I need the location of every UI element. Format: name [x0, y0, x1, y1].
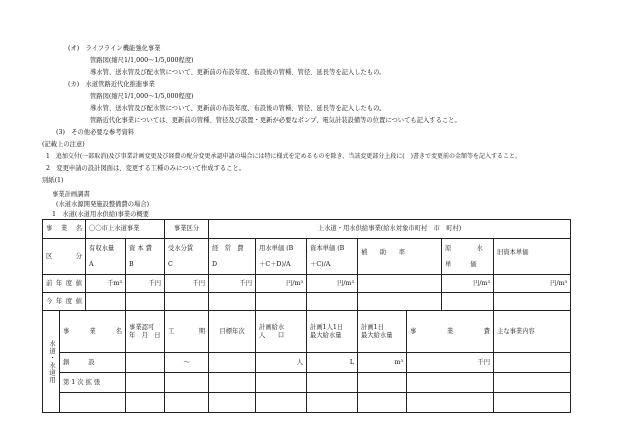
unit-subsidy-rate: [358, 275, 442, 293]
col-capital-unit-price: 資本単価 (B ＋C)/A: [307, 239, 358, 275]
line-ka-note: 管路近代化事業については、更新前の管種、管径及び設置・更新が必要なポンプ、電気計装設備等の位置についても記入すること。: [90, 117, 461, 124]
col-water-unit-price: 用水単価 (B ＋C＋D)/A: [256, 239, 307, 275]
col-revenue-water: 有収水量 A: [86, 239, 126, 275]
unit-water-unit-price: 円/m³: [256, 275, 307, 293]
section-title: 1 水道(水道用水供給)事業の概要: [52, 211, 150, 218]
col-water-purchase: 受水分賃 C: [165, 239, 209, 275]
row-first-expansion: 第 1 次 拡 張: [60, 373, 126, 393]
founding-period: 〜: [165, 353, 209, 373]
hdr-daily-max: 計画1日 最大給水量: [358, 311, 407, 353]
label-project-name: 事 業 名: [43, 220, 86, 239]
project-name-value: 〇〇市上水道事業: [86, 220, 165, 239]
unit-revenue-water: 千m³: [86, 275, 126, 293]
label-prev-year: 前 年 度 値: [43, 275, 86, 293]
unit-operating-cost: 千円: [209, 275, 256, 293]
category-value: 上水道・用水供給事業(給水対象市町村 市 町村): [209, 220, 571, 239]
unit-per-capita: L: [307, 353, 358, 373]
note-2: 2 変更申請の設計図面は、変更する工種のみについて作成すること。: [46, 165, 246, 172]
line-ka: (カ) 水道管路近代化推進事業: [68, 81, 155, 88]
line-ka-desc: 導水管、送水管及び配水管について、更新前の布設年度、布設後の管種、管径、延長等を記入したもの。: [90, 105, 386, 112]
doc-title: 事業計画調書: [52, 191, 90, 198]
unit-capital-cost: 千円: [126, 275, 165, 293]
col-raw-water-price: 原 水 単 価: [442, 239, 494, 275]
unit-capital-unit-price: 円/m³: [307, 275, 358, 293]
col-old-capital-price: 旧資本単価: [494, 239, 571, 275]
hdr-main-content: 主な事業内容: [494, 311, 571, 353]
col-operating-cost: 経 常 費 D: [209, 239, 256, 275]
line-3: (3) その他必要な参考資料: [56, 129, 135, 136]
hdr-per-capita-max: 計画1人1日 最大給水量: [307, 311, 358, 353]
hdr-target-year: 目標年次: [209, 311, 256, 353]
hdr-period: 工 期: [165, 311, 209, 353]
unit-raw-water-price: 円/m³: [442, 275, 494, 293]
line-o: (オ) ライフライン機能強化事業: [68, 45, 161, 52]
col-subsidy-rate: 補 助 率: [358, 239, 442, 275]
hdr-project-cost: 事 業 費: [407, 311, 494, 353]
line-o-desc: 導水管、送水管及び配水管について、更新前の布設年度、布設後の管種、管径、延長等を記入したもの。: [90, 69, 386, 76]
col-capital-cost: 資 本 費 B: [126, 239, 165, 275]
unit-daily-max: m³: [358, 353, 407, 373]
line-o-map: 管路図(縮尺1/1,000〜1/5,000程度): [90, 57, 194, 64]
hdr-project-name: 事 業 名: [60, 311, 126, 353]
doc-subtitle: (水道水源開発施設整備費の場合): [56, 201, 150, 208]
hdr-approval-date: 事業認可 年 月 日: [126, 311, 165, 353]
side-label-water: 水道・水道用: [43, 311, 60, 413]
row-founding: 創 設: [60, 353, 126, 373]
unit-population: 人: [256, 353, 307, 373]
hdr-planned-population: 計画給水 人 口: [256, 311, 307, 353]
note-1: 1 追加交付(一部取消)及び事業計画変更及び経費の配分変更承認申請の場合には特に様式を定めるものを除き、当該変更部分上段に( )書きで変更前の金額等を記入すること。: [46, 153, 521, 160]
project-table: [42, 219, 571, 413]
attachment-label: 別紙(1): [42, 177, 64, 184]
unit-project-cost: 千円: [407, 353, 494, 373]
notes-heading: (記載上の注意): [42, 141, 85, 148]
line-ka-map: 管路図(縮尺1/1,000〜1/5,000程度): [90, 93, 194, 100]
unit-old-capital-price: 円/m³: [494, 275, 571, 293]
label-division: 区 分: [43, 239, 86, 275]
unit-water-purchase: 千円: [165, 275, 209, 293]
label-category: 事業区分: [165, 220, 209, 239]
label-this-year: 今 年 度 値: [43, 293, 86, 311]
